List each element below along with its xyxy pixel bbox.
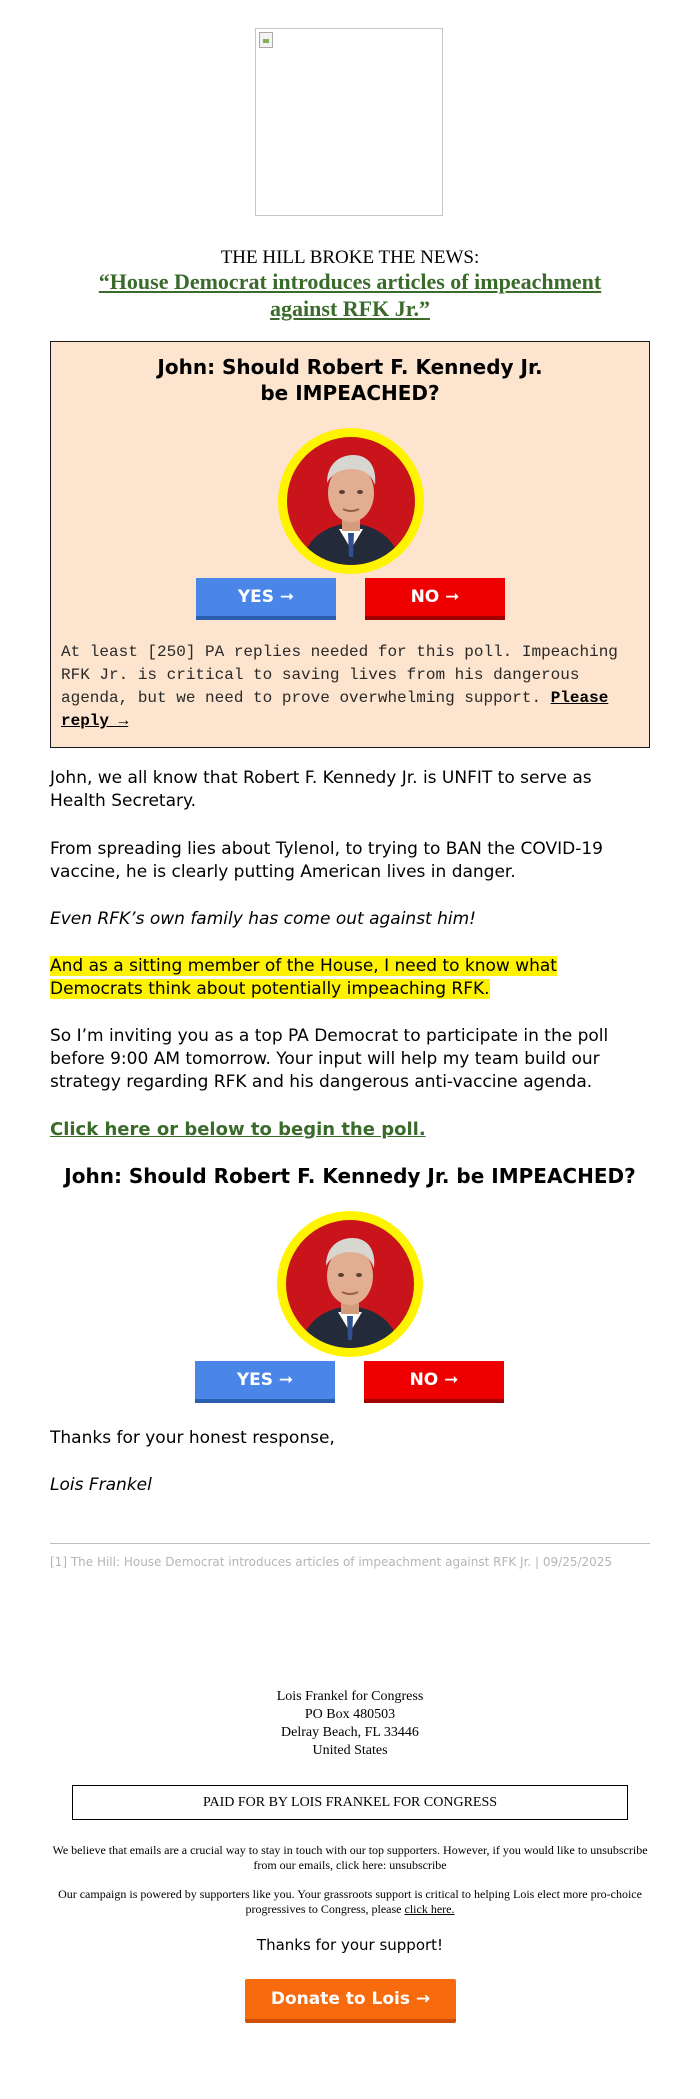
poll2-no-button[interactable]: NO ➞ [364, 1361, 504, 1403]
poll-no-button[interactable]: NO ➞ [365, 578, 505, 620]
body-paragraph-4 [50, 955, 650, 1001]
unsubscribe-text[interactable]: We believe that emails are a crucial way to stay in touch with our top supporters. However, if you would like to unsubscribe from our emails, click here: unsubscribe [52, 1843, 648, 1872]
poll2-yes-button[interactable]: YES ➞ [195, 1361, 335, 1403]
poll-title [51, 354, 649, 406]
poll-description-text: At least [250] PA replies needed for this poll. Impeaching RFK Jr. is critical to saving lives from his dangerous agenda, but we need to prove overwhelming support. [61, 643, 618, 707]
body-paragraph-1: John, we all know that Robert F. Kennedy Jr. is UNFIT to serve as Health Secretary. [50, 768, 592, 811]
click-here-link[interactable]: click here. [404, 1902, 455, 1916]
poll-title-2: John: Should Robert F. Kennedy Jr. be IMPEACHED? [64, 1164, 636, 1188]
address-line-4: United States [312, 1743, 388, 1758]
footnote: [1] The Hill: House Democrat introduces articles of impeachment against RFK Jr. | 09/25/2025 [50, 1555, 613, 1569]
rfk-portrait-image-2[interactable] [277, 1211, 423, 1357]
support-text-body: Our campaign is powered by supporters like you. Your grassroots support is critical to helping Lois elect more pro-choice progressives to Congress, please [58, 1887, 642, 1916]
body-paragraph-5: So I’m inviting you as a top PA Democrat to participate in the poll before 9:00 AM tomorrow. Your input will help my team build our strategy regarding RFK and his dangerous anti-vaccine agenda. [50, 1026, 609, 1092]
poll-description [61, 641, 641, 733]
poll-box [50, 341, 650, 748]
please-reply-link[interactable]: Please reply → [61, 689, 609, 730]
address-line-2: PO Box 480503 [304, 1707, 396, 1722]
rfk-portrait-image[interactable] [278, 428, 424, 574]
headline-link[interactable]: “House Democrat introduces articles of impeachment against RFK Jr.” [98, 269, 602, 321]
portrait-illustration-2 [286, 1220, 414, 1348]
thanks-support: Thanks for your support! [256, 1936, 444, 1954]
mailing-address [0, 1688, 700, 1760]
body-paragraph-2: From spreading lies about Tylenol, to trying to BAN the COVID-19 vaccine, he is clearly putting American lives in danger. [50, 839, 603, 882]
highlighted-text: And as a sitting member of the House, I need to know what Democrats think about potentially impeaching RFK. [50, 956, 557, 999]
support-text [50, 1887, 650, 1917]
paid-for-disclaimer: PAID FOR BY LOIS FRANKEL FOR CONGRESS [72, 1785, 628, 1820]
broken-image-icon [259, 32, 273, 48]
signature: Lois Frankel [50, 1475, 152, 1495]
poll-yes-button[interactable]: YES ➞ [196, 578, 336, 620]
poll-title-line2: be IMPEACHED? [260, 381, 440, 405]
begin-poll-link[interactable]: Click here or below to begin the poll. [50, 1119, 426, 1140]
address-line-3: Delray Beach, FL 33446 [281, 1725, 419, 1740]
news-kicker: THE HILL BROKE THE NEWS: [220, 247, 480, 268]
donate-button[interactable]: Donate to Lois → [245, 1979, 456, 2023]
poll-title-line1: John: Should Robert F. Kennedy Jr. [157, 355, 543, 379]
body-paragraph-3: Even RFK’s own family has come out against him! [50, 909, 476, 929]
address-line-1: Lois Frankel for Congress [276, 1689, 424, 1704]
footer-divider [50, 1543, 650, 1544]
portrait-illustration [287, 437, 415, 565]
header-image [255, 28, 443, 216]
closing-thanks: Thanks for your honest response, [50, 1428, 335, 1448]
